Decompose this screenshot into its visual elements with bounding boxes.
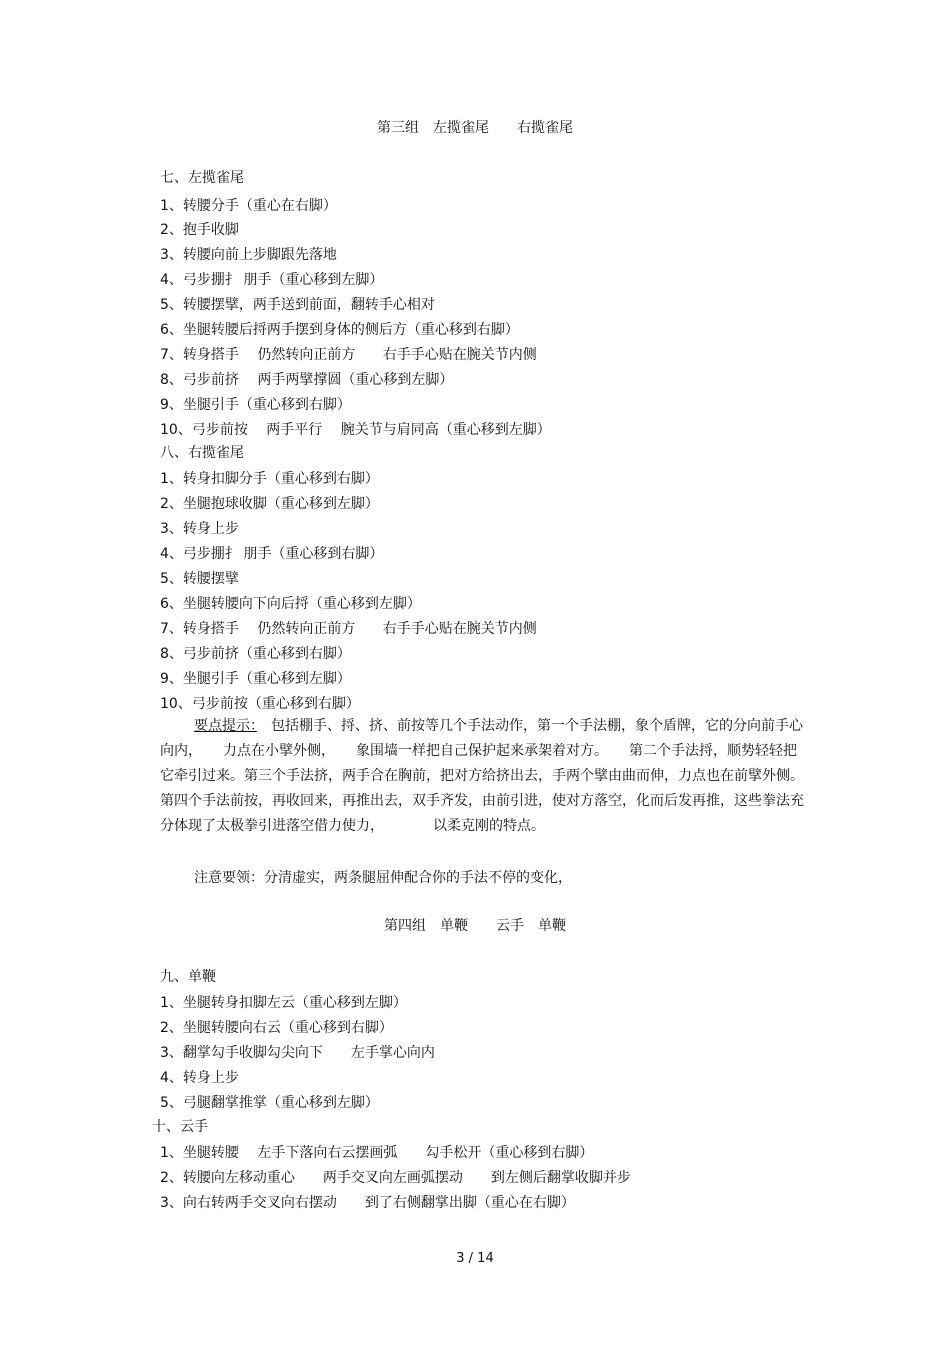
heading-8: 八、右揽雀尾 [160,445,244,461]
list-item: 10、弓步前按 两手平行 腕关节与肩同高（重心移到左脚） [160,422,551,438]
list-item: 1、转腰分手（重心在右脚） [160,198,337,214]
list-item: 10、弓步前按（重心移到右脚） [160,696,360,712]
list-item: 2、坐腿转腰向右云（重心移到右脚） [160,1020,393,1036]
list-item: 4、转身上步 [160,1070,239,1086]
list-item: 4、弓步掤扌 朋手（重心移到左脚） [160,272,384,288]
list-item: 5、转腰摆擘，两手送到前面，翻转手心相对 [160,297,435,313]
list-item: 5、转腰摆擘 [160,571,239,587]
section-title-4: 第四组 单鞭 云手 单鞭 [384,918,566,934]
list-item: 9、坐腿引手（重心移到左脚） [160,671,351,687]
list-item: 4、弓步掤扌 朋手（重心移到右脚） [160,546,384,562]
list-item: 9、坐腿引手（重心移到右脚） [160,397,351,413]
list-item: 3、翻掌勾手收脚勾尖向下 左手掌心向内 [160,1045,435,1061]
list-item: 2、坐腿抱球收脚（重心移到左脚） [160,496,379,512]
key-points-paragraph [160,714,808,839]
list-item: 3、转腰向前上步脚跟先落地 [160,247,337,263]
list-item: 1、转身扣脚分手（重心移到右脚） [160,471,379,487]
list-item: 1、坐腿转腰 左手下落向右云摆画弧 勾手松开（重心移到右脚） [160,1145,594,1161]
key-points-label: 要点提示： [194,718,257,734]
list-item: 6、坐腿转腰后捋两手摆到身体的侧后方（重心移到右脚） [160,322,519,338]
list-item: 1、坐腿转身扣脚左云（重心移到左脚） [160,995,407,1011]
heading-9: 九、单鞭 [160,969,216,985]
key-points-text: 包括棚手、捋、挤、前按等几个手法动作，第一个手法棚，象个盾牌，它的分向前手心向内， 力点在小擘外侧， 象围墙一样把自己保护起来承架着对方。 第二个手法捋，顺势轻轻把它牵引过来。第三个手法挤，两手合在胸前，把对方给挤出去，手两个擘由曲而伸，力点也在前擘外侧。第四个手法前按，再收回来，再推出去，双手齐发，由前引进，使对方落空，化而后发再推，这些拳法充分体现了太极拳引进落空借力使力， 以柔克刚的特点。 [160,718,804,834]
section-title-3: 第三组 左揽雀尾 右揽雀尾 [377,120,573,136]
heading-10: 十、云手 [152,1119,208,1135]
list-item: 3、转身上步 [160,521,239,537]
list-item: 3、向右转两手交叉向右摆动 到了右侧翻掌出脚（重心在右脚） [160,1195,575,1211]
list-item: 6、坐腿转腰向下向后捋（重心移到左脚） [160,596,421,612]
list-item: 8、弓步前挤（重心移到右脚） [160,646,351,662]
list-item: 2、抱手收脚 [160,222,239,238]
list-item: 7、转身搭手 仍然转向正前方 右手手心贴在腕关节内侧 [160,621,537,637]
list-item: 5、弓腿翻掌推掌（重心移到左脚） [160,1095,379,1111]
attention-note: 注意要领：分清虚实，两条腿屈伸配合你的手法不停的变化， [194,870,572,886]
heading-7: 七、左揽雀尾 [160,170,244,186]
list-item: 7、转身搭手 仍然转向正前方 右手手心贴在腕关节内侧 [160,347,537,363]
list-item: 2、转腰向左移动重心 两手交叉向左画弧摆动 到左侧后翻掌收脚并步 [160,1170,631,1186]
page-number: 3 / 14 [456,1251,494,1266]
list-item: 8、弓步前挤 两手两擘撑圆（重心移到左脚） [160,372,454,388]
